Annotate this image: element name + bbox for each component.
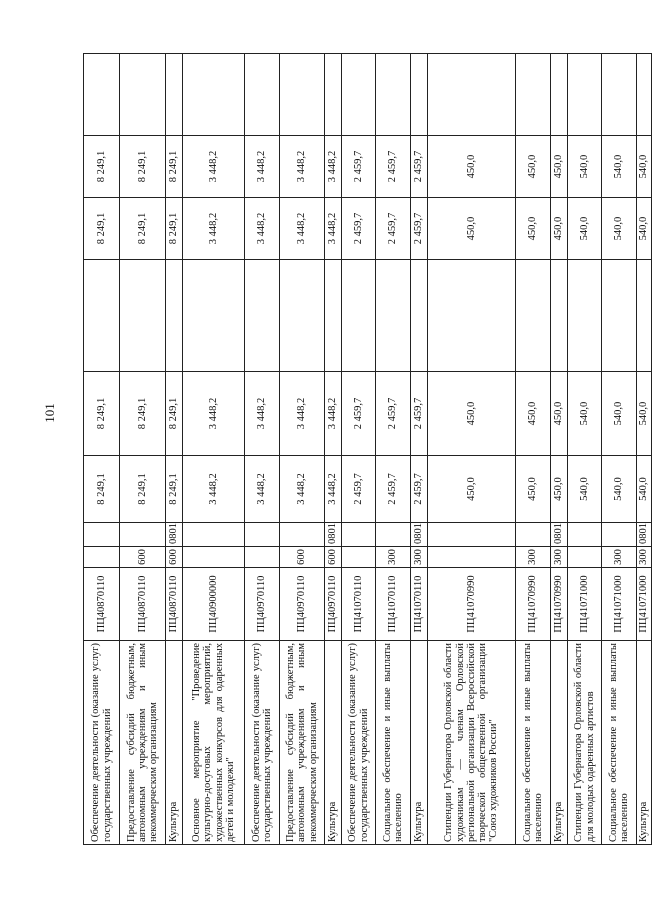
- amount-5: 450,0: [516, 136, 551, 198]
- amount-5: 3 448,2: [280, 136, 325, 198]
- amount-5: 540,0: [568, 136, 602, 198]
- amount-2: 450,0: [516, 372, 551, 456]
- amount-4: 8 249,1: [84, 198, 120, 260]
- row-name: Социальное обеспечение и иные выплаты населению: [602, 641, 637, 845]
- amount-5: 8 249,1: [120, 136, 166, 198]
- amount-3: [183, 260, 245, 372]
- target-code: ПЦ41070990: [428, 568, 516, 641]
- amount-3: [342, 260, 376, 372]
- row-name: Культура: [166, 641, 183, 845]
- row-name: Обеспечение деятельности (оказание услуг) государственных учреждений: [245, 641, 280, 845]
- amount-6: [280, 54, 325, 136]
- expense-type: [342, 547, 376, 568]
- amount-6: [342, 54, 376, 136]
- amount-4: 540,0: [637, 198, 652, 260]
- expense-type: 300: [602, 547, 637, 568]
- amount-6: [411, 54, 428, 136]
- target-code: ПЦ41070990: [551, 568, 568, 641]
- amount-2: 540,0: [637, 372, 652, 456]
- amount-5: 450,0: [551, 136, 568, 198]
- amount-4: 2 459,7: [376, 198, 411, 260]
- table-row: [428, 54, 516, 845]
- target-code: ПЦ41070110: [376, 568, 411, 641]
- amount-2: 8 249,1: [120, 372, 166, 456]
- row-name: Культура: [325, 641, 342, 845]
- amount-4: 540,0: [568, 198, 602, 260]
- amount-1: 8 249,1: [166, 456, 183, 523]
- section-code: 0801: [166, 523, 183, 547]
- amount-5: 8 249,1: [84, 136, 120, 198]
- target-code: ПЦ40970110: [325, 568, 342, 641]
- amount-2: 3 448,2: [325, 372, 342, 456]
- amount-4: 3 448,2: [183, 198, 245, 260]
- row-name: Социальное обеспечение и иные выплаты населению: [376, 641, 411, 845]
- amount-1: 450,0: [516, 456, 551, 523]
- row-name: Культура: [551, 641, 568, 845]
- target-code: ПЦ40900000: [183, 568, 245, 641]
- amount-5: 3 448,2: [183, 136, 245, 198]
- amount-1: 3 448,2: [325, 456, 342, 523]
- table-body: [84, 54, 652, 845]
- expense-type: 300: [411, 547, 428, 568]
- target-code: ПЦ41071000: [568, 568, 602, 641]
- target-code: ПЦ41070990: [516, 568, 551, 641]
- amount-3: [280, 260, 325, 372]
- target-code: ПЦ41070110: [342, 568, 376, 641]
- section-code: [245, 523, 280, 547]
- amount-4: 450,0: [551, 198, 568, 260]
- expense-type: [84, 547, 120, 568]
- section-code: [602, 523, 637, 547]
- section-code: [280, 523, 325, 547]
- section-code: [84, 523, 120, 547]
- amount-6: [568, 54, 602, 136]
- table-row: [376, 54, 411, 845]
- amount-6: [166, 54, 183, 136]
- amount-1: 450,0: [551, 456, 568, 523]
- amount-2: 540,0: [602, 372, 637, 456]
- target-code: ПЦ40970110: [245, 568, 280, 641]
- page-number: 101: [42, 403, 57, 423]
- row-name: Обеспечение деятельности (оказание услуг) государственных учреждений: [342, 641, 376, 845]
- amount-4: 450,0: [516, 198, 551, 260]
- row-name: Социальное обеспечение и иные выплаты населению: [516, 641, 551, 845]
- amount-4: 2 459,7: [411, 198, 428, 260]
- section-code: 0801: [551, 523, 568, 547]
- section-code: [428, 523, 516, 547]
- amount-1: 540,0: [568, 456, 602, 523]
- table-row: [602, 54, 637, 845]
- amount-6: [637, 54, 652, 136]
- amount-6: [183, 54, 245, 136]
- amount-1: 8 249,1: [120, 456, 166, 523]
- amount-3: [516, 260, 551, 372]
- amount-4: 8 249,1: [166, 198, 183, 260]
- table-row: [245, 54, 280, 845]
- amount-3: [551, 260, 568, 372]
- expense-type: 300: [551, 547, 568, 568]
- amount-4: 450,0: [428, 198, 516, 260]
- target-code: ПЦ40970110: [280, 568, 325, 641]
- amount-3: [428, 260, 516, 372]
- amount-6: [428, 54, 516, 136]
- amount-1: 2 459,7: [376, 456, 411, 523]
- section-code: [568, 523, 602, 547]
- expense-type: 300: [516, 547, 551, 568]
- expense-type: 300: [376, 547, 411, 568]
- amount-2: 2 459,7: [411, 372, 428, 456]
- table-row: [551, 54, 568, 845]
- amount-2: 3 448,2: [245, 372, 280, 456]
- amount-5: 450,0: [428, 136, 516, 198]
- amount-6: [516, 54, 551, 136]
- expense-type: 600: [120, 547, 166, 568]
- table-row: [84, 54, 120, 845]
- amount-4: 8 249,1: [120, 198, 166, 260]
- target-code: ПЦ40870110: [120, 568, 166, 641]
- row-name: Основное мероприятие "Проведение культурно-досуговых мероприятий, художественных конкурсов для одаренных детей и молодежи": [183, 641, 245, 845]
- section-code: [342, 523, 376, 547]
- expense-type: 600: [166, 547, 183, 568]
- amount-2: 8 249,1: [84, 372, 120, 456]
- amount-6: [245, 54, 280, 136]
- amount-6: [551, 54, 568, 136]
- row-name: Предоставление субсидий бюджетным, автономным учреждениям и иным некоммерческим организациям: [120, 641, 166, 845]
- target-code: ПЦ41071000: [637, 568, 652, 641]
- amount-5: 3 448,2: [325, 136, 342, 198]
- table-row: [637, 54, 652, 845]
- amount-5: 2 459,7: [342, 136, 376, 198]
- amount-4: 2 459,7: [342, 198, 376, 260]
- amount-6: [602, 54, 637, 136]
- amount-4: 3 448,2: [325, 198, 342, 260]
- amount-3: [245, 260, 280, 372]
- table-row: [342, 54, 376, 845]
- amount-5: 2 459,7: [411, 136, 428, 198]
- amount-2: 3 448,2: [280, 372, 325, 456]
- amount-1: 450,0: [428, 456, 516, 523]
- table-row: [411, 54, 428, 845]
- section-code: [516, 523, 551, 547]
- row-name: Стипендии Губернатора Орловской области художникам — членам Орловской региональной организации Всероссийской творческой общественной организации "Союз художников России": [428, 641, 516, 845]
- amount-3: [120, 260, 166, 372]
- expense-type: [568, 547, 602, 568]
- row-name: Стипендии Губернатора Орловской области для молодых одаренных артистов: [568, 641, 602, 845]
- amount-2: 450,0: [428, 372, 516, 456]
- amount-3: [325, 260, 342, 372]
- amount-1: 3 448,2: [280, 456, 325, 523]
- amount-1: 3 448,2: [183, 456, 245, 523]
- table-row: [325, 54, 342, 845]
- target-code: ПЦ41071000: [602, 568, 637, 641]
- amount-4: 3 448,2: [280, 198, 325, 260]
- section-code: [120, 523, 166, 547]
- expense-type: [245, 547, 280, 568]
- amount-3: [637, 260, 652, 372]
- amount-2: 8 249,1: [166, 372, 183, 456]
- amount-6: [120, 54, 166, 136]
- amount-5: 3 448,2: [245, 136, 280, 198]
- table-row: [166, 54, 183, 845]
- table-row: [516, 54, 551, 845]
- amount-1: 3 448,2: [245, 456, 280, 523]
- amount-1: 540,0: [637, 456, 652, 523]
- expense-type: [428, 547, 516, 568]
- amount-5: 8 249,1: [166, 136, 183, 198]
- row-name: Культура: [411, 641, 428, 845]
- table-row: [568, 54, 602, 845]
- rotated-table-wrapper: [83, 54, 650, 845]
- section-code: 0801: [325, 523, 342, 547]
- budget-table: [83, 53, 652, 845]
- amount-6: [325, 54, 342, 136]
- target-code: ПЦ41070110: [411, 568, 428, 641]
- amount-3: [411, 260, 428, 372]
- target-code: ПЦ40870110: [166, 568, 183, 641]
- amount-3: [166, 260, 183, 372]
- amount-2: 2 459,7: [342, 372, 376, 456]
- expense-type: 600: [280, 547, 325, 568]
- expense-type: 600: [325, 547, 342, 568]
- amount-6: [84, 54, 120, 136]
- table-row: [120, 54, 166, 845]
- amount-1: 540,0: [602, 456, 637, 523]
- section-code: 0801: [411, 523, 428, 547]
- section-code: [183, 523, 245, 547]
- amount-5: 540,0: [637, 136, 652, 198]
- row-name: Предоставление субсидий бюджетным, автономным учреждениям и иным некоммерческим организациям: [280, 641, 325, 845]
- amount-2: 2 459,7: [376, 372, 411, 456]
- section-code: [376, 523, 411, 547]
- amount-3: [602, 260, 637, 372]
- amount-1: 2 459,7: [411, 456, 428, 523]
- expense-type: [183, 547, 245, 568]
- row-name: Культура: [637, 641, 652, 845]
- amount-1: 8 249,1: [84, 456, 120, 523]
- amount-5: 540,0: [602, 136, 637, 198]
- table-row: [183, 54, 245, 845]
- amount-1: 2 459,7: [342, 456, 376, 523]
- row-name: Обеспечение деятельности (оказание услуг) государственных учреждений: [84, 641, 120, 845]
- amount-4: 540,0: [602, 198, 637, 260]
- amount-3: [568, 260, 602, 372]
- amount-4: 3 448,2: [245, 198, 280, 260]
- table-row: [280, 54, 325, 845]
- section-code: 0801: [637, 523, 652, 547]
- amount-2: 450,0: [551, 372, 568, 456]
- amount-2: 3 448,2: [183, 372, 245, 456]
- amount-2: 540,0: [568, 372, 602, 456]
- expense-type: 300: [637, 547, 652, 568]
- amount-5: 2 459,7: [376, 136, 411, 198]
- amount-3: [376, 260, 411, 372]
- amount-3: [84, 260, 120, 372]
- target-code: ПЦ40870110: [84, 568, 120, 641]
- amount-6: [376, 54, 411, 136]
